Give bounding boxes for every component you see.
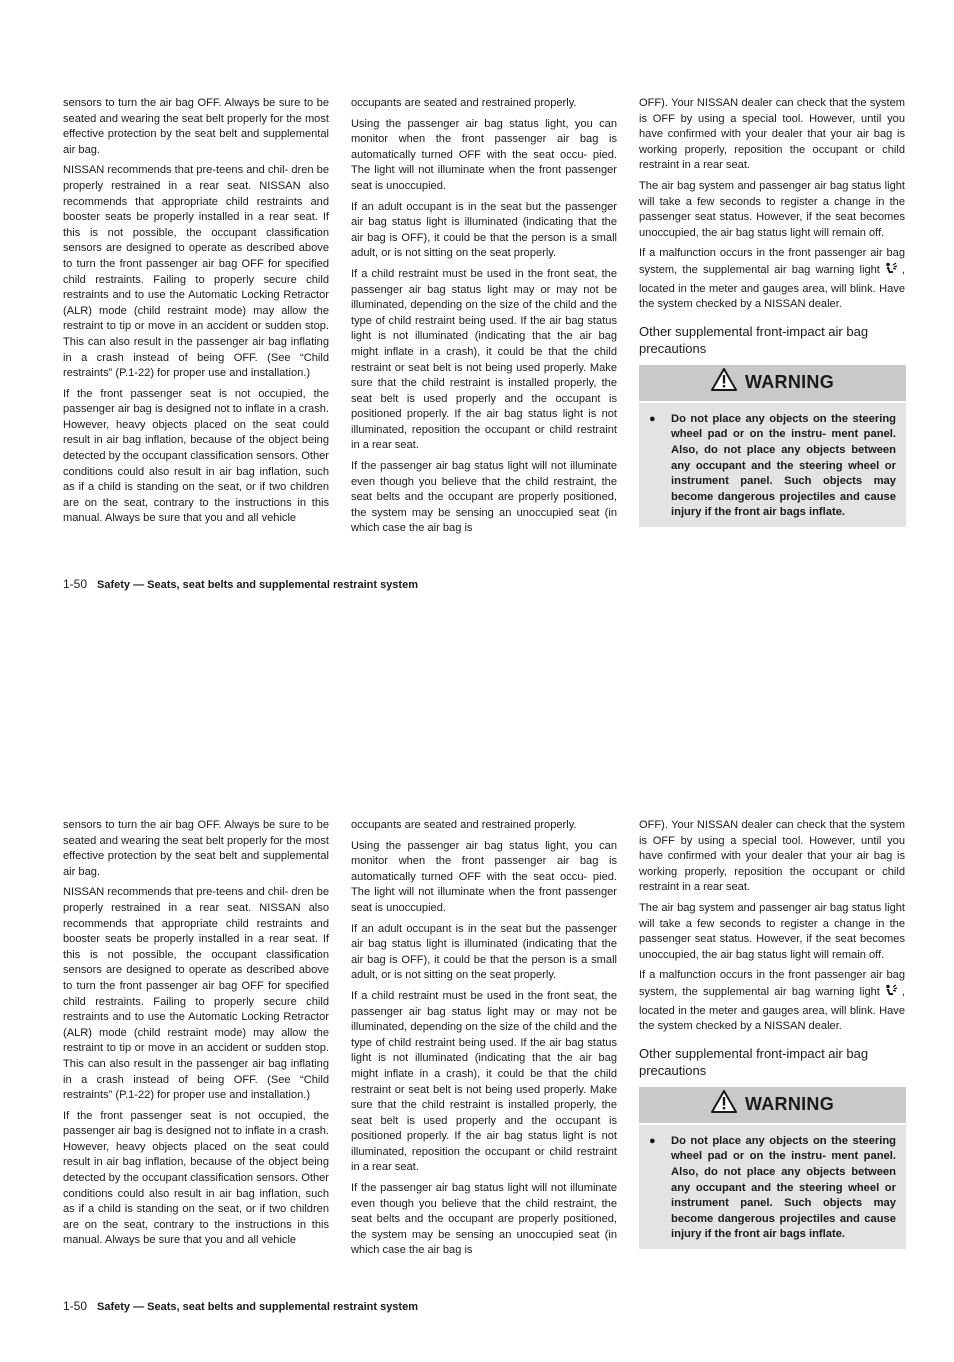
- text-column-3: [639, 818, 905, 1249]
- warning-text: Do not place any objects on the steering wheel pad or on the instru- ment panel. Also, do not place any objects between any occupant and the steering wheel or instrument panel. Such objects may become dangerous projectiles and cause injury if the front air bags inflate.: [671, 1134, 896, 1241]
- paragraph-text: If a malfunction occurs in the front passenger air bag system, the supplemental air bag warning light: [639, 969, 905, 998]
- paragraph-text: , located in the meter and gauges area, will blink. Have the system checked by a NISSAN dealer.: [639, 985, 905, 1033]
- warning-box: [639, 365, 906, 527]
- paragraph: If an adult occupant is in the seat but the passenger air bag status light is illuminated (indicating that the air bag is OFF), it could be that the person is a small adult, or is not sitting on the seat properly.: [351, 922, 617, 982]
- warning-header: [639, 365, 906, 403]
- paragraph: sensors to turn the air bag OFF. Always be sure to be seated and wearing the seat belt properly for the most effective protection by the seat belt and supplemental air bag.: [63, 819, 329, 878]
- paragraph-text: If a malfunction occurs in the front passenger air bag system, the supplemental air bag warning light: [639, 247, 905, 276]
- warning-title: WARNING: [744, 371, 835, 392]
- airbag-warning-light-icon: [884, 984, 898, 1004]
- chapter-title: Safety — Seats, seat belts and supplemental restraint system: [97, 579, 418, 591]
- page-number: 1-50: [63, 1299, 88, 1313]
- chapter-title: Safety — Seats, seat belts and supplemental restraint system: [97, 1301, 418, 1313]
- page-footer: [63, 577, 418, 591]
- paragraph: If a child restraint must be used in the front seat, the passenger air bag status light may or may not be illuminated, depending on the size of the child and the type of child restraint being used. If the air bag status light is not illuminated (indicating that the air bag might inflate in a crash), it could be that the child restraint or seat belt is not being used properly. Make sure that the child restraint is installed properly, the seat belt is used properly and the occupant is positioned properly. If the air bag status light is not illuminated, reposition the occupant or child restraint in a rear seat.: [351, 989, 617, 1174]
- manual-page-bottom: [0, 722, 954, 1362]
- paragraph: NISSAN recommends that pre-teens and chil- dren be properly restrained in a rear seat. NISSAN also recommends that appropriate child restraints and booster seats be properly installed in a rear seat. If this is not possible, the occupant classification sensors are designed to operate as described above to turn the front passenger air bag OFF for specified child restraints. Failing to properly secure child restraints and to use the Automatic Locking Retractor (ALR) mode (child restraint mode) may allow the restraint to tip or move in an accident or sudden stop. This can also result in the passenger air bag inflating in a crash instead of being OFF. (See “Child restraints” (P.1-22) for proper use and installation.): [63, 886, 329, 1102]
- paragraph: If the front passenger seat is not occupied, the passenger air bag is designed not to inflate in a crash. However, heavy objects placed on the seat could result in air bag inflation, because of the object being detected by the occupant classification sensors. Other conditions could also result in air bag inflation, such as if a child is standing on the seat, or if two children are on the seat, contrary to the instructions in this manual. Always be sure that you and all vehicle: [63, 387, 329, 525]
- warning-header: [639, 1087, 906, 1125]
- paragraph-text: , located in the meter and gauges area, will blink. Have the system checked by a NISSAN dealer.: [639, 263, 905, 311]
- warning-body: [639, 1125, 906, 1249]
- paragraph: Using the passenger air bag status light, you can monitor when the front passenger air bag is automatically turned OFF with the seat occu- pied. The light will not illuminate when the front passenger seat is unoccupied.: [351, 117, 617, 192]
- paragraph: If the front passenger seat is not occupied, the passenger air bag is designed not to inflate in a crash. However, heavy objects placed on the seat could result in air bag inflation, because of the object being detected by the occupant classification sensors. Other conditions could also result in air bag inflation, such as if a child is standing on the seat, or if two children are on the seat, contrary to the instructions in this manual. Always be sure that you and all vehicle: [63, 1109, 329, 1247]
- manual-page-top: [0, 0, 954, 640]
- warning-body: [639, 403, 906, 527]
- paragraph: The air bag system and passenger air bag status light will take a few seconds to register a change in the passenger seat status. However, if the seat becomes unoccupied, the air bag status light will remain off.: [639, 901, 905, 961]
- paragraph: If the passenger air bag status light will not illuminate even though you believe that the child restraint, the seat belts and the occupant are properly positioned, the system may be sensing an unoccupied seat (in which case the air bag is: [351, 1182, 617, 1257]
- text-column-2: [351, 818, 617, 1264]
- paragraph: The air bag system and passenger air bag status light will take a few seconds to register a change in the passenger seat status. However, if the seat becomes unoccupied, the air bag status light will remain off.: [639, 179, 905, 239]
- bullet: ●: [649, 1134, 656, 1147]
- bullet: ●: [649, 412, 656, 425]
- section-heading: Other supplemental front-impact air bag precautions: [639, 1045, 869, 1078]
- section-heading: Other supplemental front-impact air bag precautions: [639, 323, 869, 356]
- page-footer: [63, 1299, 418, 1313]
- warning-title: WARNING: [744, 1093, 835, 1114]
- warning-text: Do not place any objects on the steering wheel pad or on the instru- ment panel. Also, do not place any objects between any occupant and the steering wheel or instrument panel. Such objects may become dangerous projectiles and cause injury if the front air bags inflate.: [671, 412, 896, 519]
- paragraph-with-icon: [639, 246, 905, 312]
- paragraph: OFF). Your NISSAN dealer can check that the system is OFF by using a special tool. However, until you have confirmed with your dealer that your air bag is working properly, reposition the occupant or child restraint in a rear seat.: [639, 97, 905, 172]
- paragraph: Using the passenger air bag status light, you can monitor when the front passenger air bag is automatically turned OFF with the seat occu- pied. The light will not illuminate when the front passenger seat is unoccupied.: [351, 839, 617, 914]
- text-column-2: [351, 96, 617, 542]
- paragraph: occupants are seated and restrained properly.: [351, 819, 577, 831]
- warning-box: [639, 1087, 906, 1249]
- warning-triangle-icon: [711, 368, 737, 397]
- paragraph-with-icon: [639, 968, 905, 1034]
- paragraph: If a child restraint must be used in the front seat, the passenger air bag status light may or may not be illuminated, depending on the size of the child and the type of child restraint being used. If the air bag status light is not illuminated (indicating that the air bag might inflate in a crash), it could be that the child restraint or seat belt is not being used properly. Make sure that the child restraint is installed properly, the seat belt is used properly and the occupant is positioned properly. If the air bag status light is not illuminated, reposition the occupant or child restraint in a rear seat.: [351, 267, 617, 452]
- paragraph: If the passenger air bag status light will not illuminate even though you believe that the child restraint, the seat belts and the occupant are properly positioned, the system may be sensing an unoccupied seat (in which case the air bag is: [351, 460, 617, 535]
- warning-triangle-icon: [711, 1090, 737, 1119]
- airbag-warning-light-icon: [884, 262, 898, 282]
- paragraph: occupants are seated and restrained properly.: [351, 97, 577, 109]
- text-column-1: [63, 818, 329, 1254]
- text-column-1: [63, 96, 329, 532]
- paragraph: sensors to turn the air bag OFF. Always be sure to be seated and wearing the seat belt properly for the most effective protection by the seat belt and supplemental air bag.: [63, 97, 329, 156]
- text-column-3: [639, 96, 905, 527]
- page-number: 1-50: [63, 577, 88, 591]
- paragraph: OFF). Your NISSAN dealer can check that the system is OFF by using a special tool. However, until you have confirmed with your dealer that your air bag is working properly, reposition the occupant or child restraint in a rear seat.: [639, 819, 905, 894]
- paragraph: If an adult occupant is in the seat but the passenger air bag status light is illuminated (indicating that the air bag is OFF), it could be that the person is a small adult, or is not sitting on the seat properly.: [351, 200, 617, 260]
- paragraph: NISSAN recommends that pre-teens and chil- dren be properly restrained in a rear seat. NISSAN also recommends that appropriate child restraints and booster seats be properly installed in a rear seat. If this is not possible, the occupant classification sensors are designed to operate as described above to turn the front passenger air bag OFF for specified child restraints. Failing to properly secure child restraints and to use the Automatic Locking Retractor (ALR) mode (child restraint mode) may allow the restraint to tip or move in an accident or sudden stop. This can also result in the passenger air bag inflating in a crash instead of being OFF. (See “Child restraints” (P.1-22) for proper use and installation.): [63, 164, 329, 380]
